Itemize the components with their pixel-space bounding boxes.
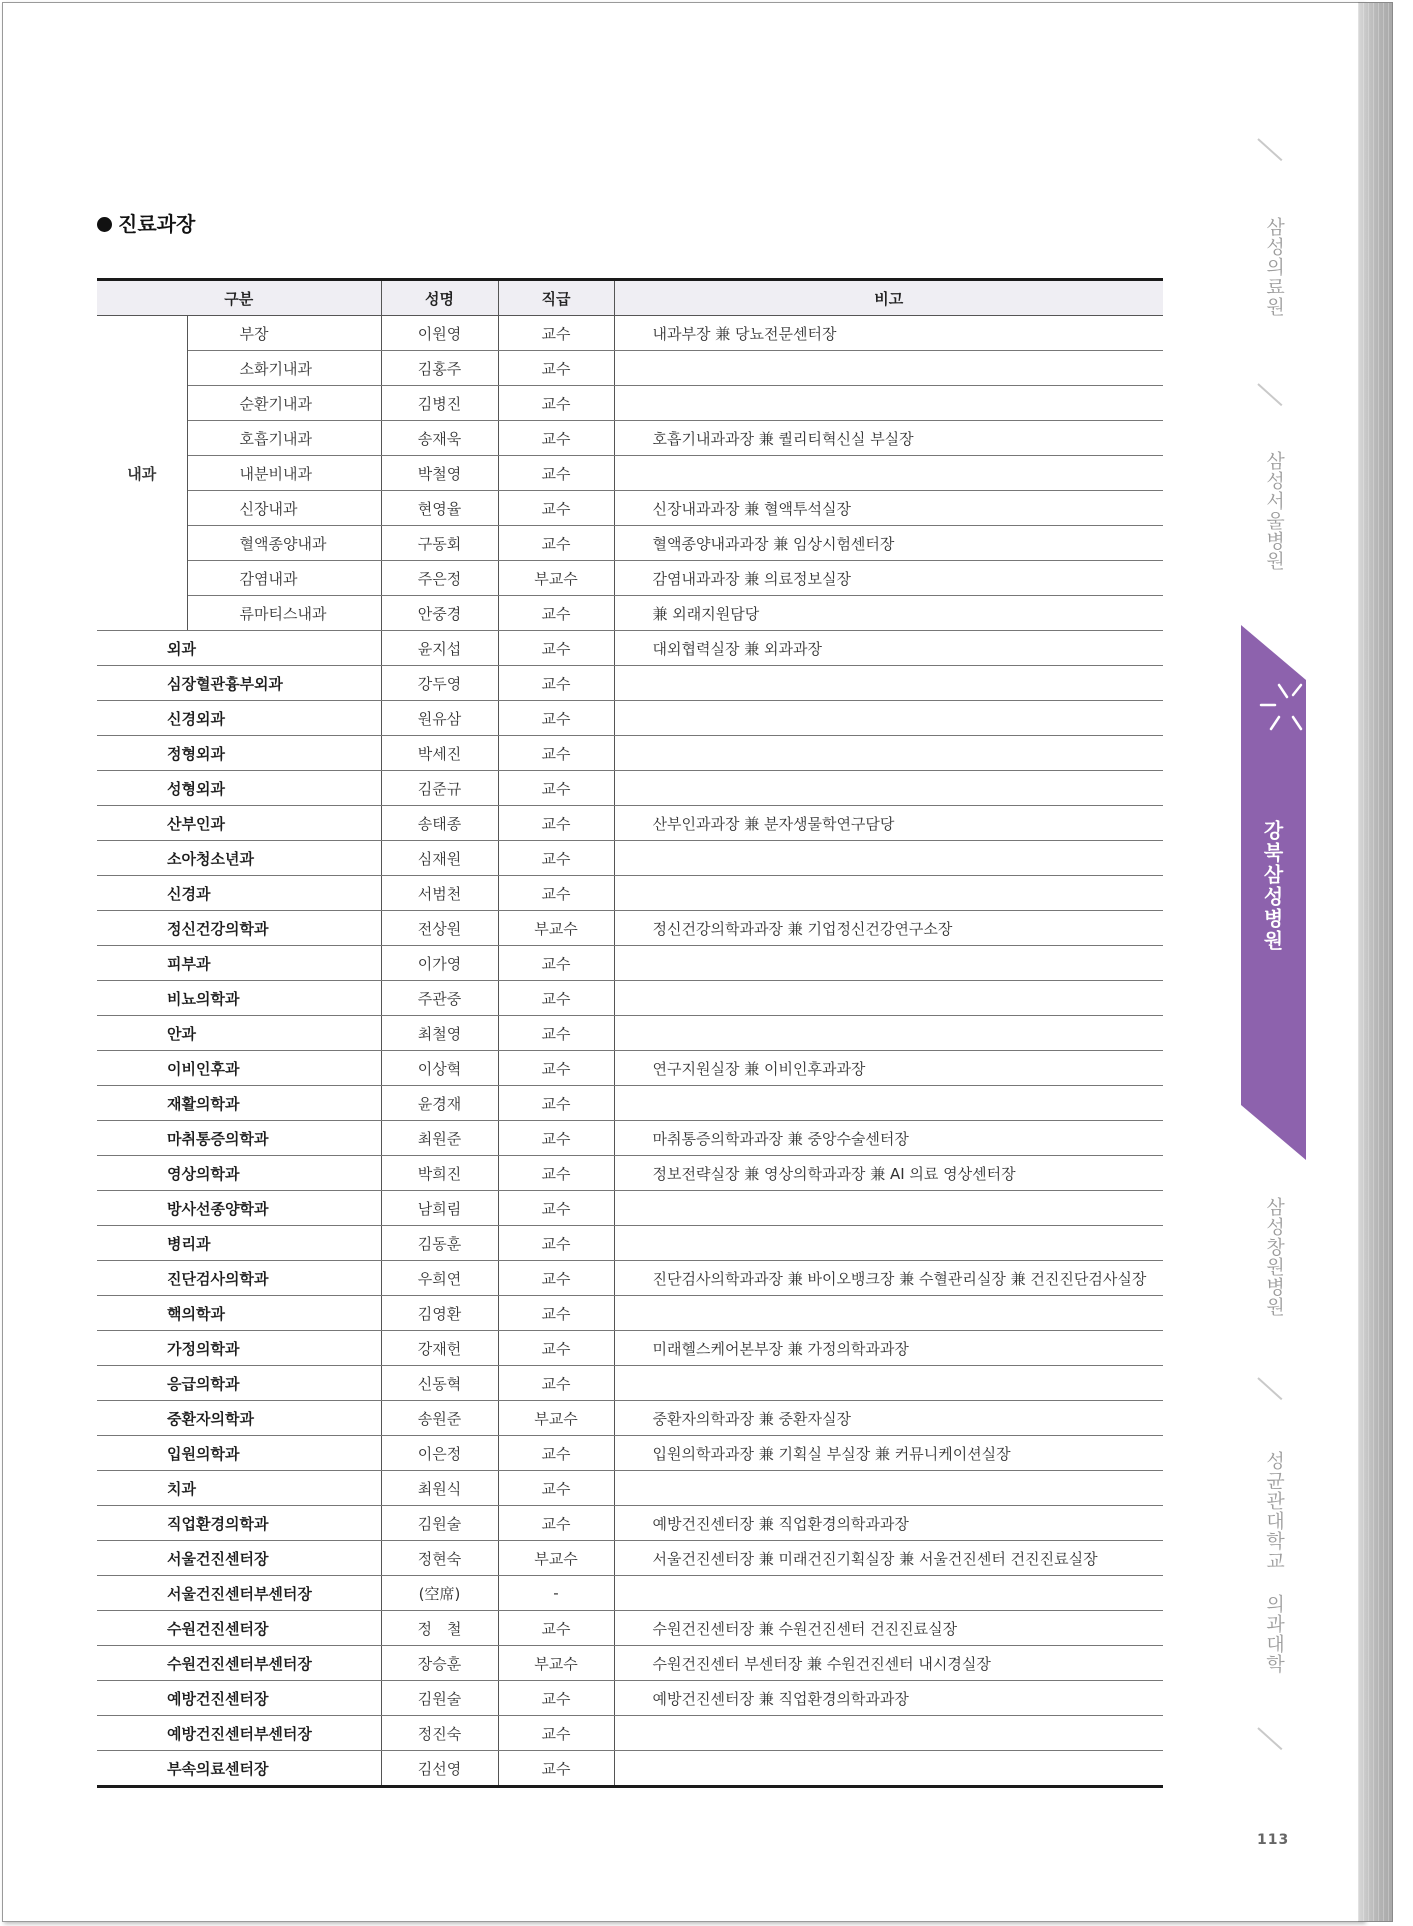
- name-cell: 송원준: [381, 1401, 498, 1436]
- dept-cell: 방사선종양학과: [97, 1191, 381, 1226]
- rank-cell: 교수: [498, 316, 614, 351]
- table-row: [97, 1086, 1163, 1121]
- table-row: [97, 1121, 1163, 1156]
- dept-cell: 예방건진센터부센터장: [97, 1716, 381, 1751]
- name-cell: 정 철: [381, 1611, 498, 1646]
- rank-cell: 교수: [498, 981, 614, 1016]
- name-cell: 송태종: [381, 806, 498, 841]
- name-cell: 김영환: [381, 1296, 498, 1331]
- subdept-cell: 부장: [187, 316, 381, 351]
- note-cell: [614, 1471, 1163, 1506]
- rank-cell: 교수: [498, 1051, 614, 1086]
- table-body: [97, 316, 1163, 1787]
- note-cell: [614, 1226, 1163, 1261]
- dept-cell: 신경외과: [97, 701, 381, 736]
- rank-cell: 교수: [498, 1611, 614, 1646]
- group-label: 내과: [97, 316, 187, 631]
- note-cell: [614, 701, 1163, 736]
- dept-cell: 재활의학과: [97, 1086, 381, 1121]
- note-cell: [614, 351, 1163, 386]
- table-row: [97, 1576, 1163, 1611]
- name-cell: 최철영: [381, 1016, 498, 1051]
- rank-cell: 교수: [498, 1191, 614, 1226]
- dept-cell: 마취통증의학과: [97, 1121, 381, 1156]
- name-cell: 이가영: [381, 946, 498, 981]
- dept-cell: 치과: [97, 1471, 381, 1506]
- table-row: [97, 421, 1163, 456]
- dept-cell: 진단검사의학과: [97, 1261, 381, 1296]
- dept-cell: 이비인후과: [97, 1051, 381, 1086]
- name-cell: 김원술: [381, 1681, 498, 1716]
- name-cell: 구동회: [381, 526, 498, 561]
- note-cell: 예방건진센터장 兼 직업환경의학과과장: [614, 1506, 1163, 1541]
- name-cell: 정진숙: [381, 1716, 498, 1751]
- note-cell: [614, 771, 1163, 806]
- dept-cell: 서울건진센터장: [97, 1541, 381, 1576]
- note-cell: [614, 1366, 1163, 1401]
- dept-cell: 직업환경의학과: [97, 1506, 381, 1541]
- name-cell: 윤경재: [381, 1086, 498, 1121]
- dept-cell: 외과: [97, 631, 381, 666]
- name-cell: 전상원: [381, 911, 498, 946]
- name-cell: 신동혁: [381, 1366, 498, 1401]
- name-cell: 김홍주: [381, 351, 498, 386]
- rank-cell: 교수: [498, 1296, 614, 1331]
- note-cell: [614, 736, 1163, 771]
- rank-cell: 교수: [498, 736, 614, 771]
- subdept-cell: 순환기내과: [187, 386, 381, 421]
- dept-cell: 입원의학과: [97, 1436, 381, 1471]
- rank-cell: 교수: [498, 351, 614, 386]
- name-cell: 김병진: [381, 386, 498, 421]
- dept-cell: 부속의료센터장: [97, 1751, 381, 1787]
- dept-cell: 정형외과: [97, 736, 381, 771]
- rail-item-skku-medicine[interactable]: 성균관대학교 의과대학: [1263, 1451, 1285, 1674]
- subdept-cell: 류마티스내과: [187, 596, 381, 631]
- rank-cell: 교수: [498, 771, 614, 806]
- name-cell: 이은정: [381, 1436, 498, 1471]
- table-row: [97, 316, 1163, 351]
- dept-cell: 비뇨의학과: [97, 981, 381, 1016]
- rank-cell: 교수: [498, 456, 614, 491]
- rank-cell: 교수: [498, 1506, 614, 1541]
- rail-item-samsung-medical[interactable]: 삼성의료원: [1263, 217, 1285, 317]
- table-row: [97, 456, 1163, 491]
- note-cell: 미래헬스케어본부장 兼 가정의학과과장: [614, 1331, 1163, 1366]
- dept-cell: 가정의학과: [97, 1331, 381, 1366]
- table-row: [97, 526, 1163, 561]
- note-cell: 신장내과과장 兼 혈액투석실장: [614, 491, 1163, 526]
- name-cell: 박철영: [381, 456, 498, 491]
- table-row: [97, 1191, 1163, 1226]
- name-cell: 박희진: [381, 1156, 498, 1191]
- table-row: [97, 666, 1163, 701]
- table-row: [97, 841, 1163, 876]
- rank-cell: 교수: [498, 1226, 614, 1261]
- note-cell: [614, 386, 1163, 421]
- name-cell: 정현숙: [381, 1541, 498, 1576]
- rank-cell: 부교수: [498, 1541, 614, 1576]
- rank-cell: 교수: [498, 841, 614, 876]
- note-cell: 혈액종양내과과장 兼 임상시험센터장: [614, 526, 1163, 561]
- table-row: [97, 1261, 1163, 1296]
- name-cell: 주관중: [381, 981, 498, 1016]
- note-cell: [614, 1191, 1163, 1226]
- table-header-row: [97, 280, 1163, 316]
- note-cell: [614, 1751, 1163, 1787]
- dept-cell: 서울건진센터부센터장: [97, 1576, 381, 1611]
- table-row: [97, 876, 1163, 911]
- rank-cell: 교수: [498, 666, 614, 701]
- name-cell: 김동훈: [381, 1226, 498, 1261]
- note-cell: 서울건진센터장 兼 미래건진기획실장 兼 서울건진센터 건진진료실장: [614, 1541, 1163, 1576]
- table-row: [97, 351, 1163, 386]
- name-cell: 안중경: [381, 596, 498, 631]
- dept-cell: 수원건진센터장: [97, 1611, 381, 1646]
- rank-cell: 교수: [498, 1436, 614, 1471]
- subdept-cell: 소화기내과: [187, 351, 381, 386]
- table-row: [97, 1716, 1163, 1751]
- subdept-cell: 내분비내과: [187, 456, 381, 491]
- table-row: [97, 1611, 1163, 1646]
- rank-cell: 교수: [498, 946, 614, 981]
- page-number: 113: [1257, 1832, 1290, 1848]
- note-cell: 마취통증의학과과장 兼 중앙수술센터장: [614, 1121, 1163, 1156]
- table-row: [97, 1401, 1163, 1436]
- dept-cell: 안과: [97, 1016, 381, 1051]
- name-cell: 최원준: [381, 1121, 498, 1156]
- dept-cell: 신경과: [97, 876, 381, 911]
- note-cell: [614, 981, 1163, 1016]
- rank-cell: 교수: [498, 631, 614, 666]
- rank-cell: 부교수: [498, 911, 614, 946]
- table-row: [97, 1156, 1163, 1191]
- dept-cell: 응급의학과: [97, 1366, 381, 1401]
- table-row: [97, 1051, 1163, 1086]
- name-cell: 현영율: [381, 491, 498, 526]
- table-row: [97, 596, 1163, 631]
- rail-item-kangbuk-samsung[interactable]: [1241, 625, 1306, 1160]
- rank-cell: 교수: [498, 1331, 614, 1366]
- name-cell: 김선영: [381, 1751, 498, 1787]
- rank-cell: 교수: [498, 1086, 614, 1121]
- rank-cell: -: [498, 1576, 614, 1611]
- name-cell: 송재욱: [381, 421, 498, 456]
- rank-cell: 부교수: [498, 1401, 614, 1436]
- name-cell: 이원영: [381, 316, 498, 351]
- rank-cell: 교수: [498, 526, 614, 561]
- header-rank: 직급: [498, 280, 614, 316]
- name-cell: 박세진: [381, 736, 498, 771]
- name-cell: 윤지섭: [381, 631, 498, 666]
- note-cell: 호흡기내과과장 兼 퀄리티혁신실 부실장: [614, 421, 1163, 456]
- name-cell: 주은정: [381, 561, 498, 596]
- note-cell: 중환자의학과장 兼 중환자실장: [614, 1401, 1163, 1436]
- note-cell: [614, 1716, 1163, 1751]
- note-cell: [614, 1576, 1163, 1611]
- name-cell: 강두영: [381, 666, 498, 701]
- table-row: [97, 1506, 1163, 1541]
- table-row: [97, 491, 1163, 526]
- rail-item-samsung-changwon[interactable]: 삼성창원병원: [1263, 1197, 1285, 1317]
- note-cell: 兼 외래지원담당: [614, 596, 1163, 631]
- rank-cell: 교수: [498, 1156, 614, 1191]
- note-cell: 산부인과과장 兼 분자생물학연구담당: [614, 806, 1163, 841]
- note-cell: 내과부장 兼 당뇨전문센터장: [614, 316, 1163, 351]
- table-row: [97, 1436, 1163, 1471]
- table-row: [97, 736, 1163, 771]
- note-cell: 정보전략실장 兼 영상의학과과장 兼 AI 의료 영상센터장: [614, 1156, 1163, 1191]
- note-cell: [614, 666, 1163, 701]
- table-row: [97, 1646, 1163, 1681]
- note-cell: [614, 841, 1163, 876]
- table-row: [97, 561, 1163, 596]
- name-cell: 김준규: [381, 771, 498, 806]
- table-row: [97, 806, 1163, 841]
- rank-cell: 교수: [498, 421, 614, 456]
- dept-cell: 산부인과: [97, 806, 381, 841]
- dept-cell: 소아청소년과: [97, 841, 381, 876]
- table-row: [97, 1751, 1163, 1787]
- note-cell: 입원의학과과장 兼 기획실 부실장 兼 커뮤니케이션실장: [614, 1436, 1163, 1471]
- rank-cell: 교수: [498, 1751, 614, 1787]
- table-row: [97, 1681, 1163, 1716]
- note-cell: 진단검사의학과과장 兼 바이오뱅크장 兼 수혈관리실장 兼 건진진단검사실장: [614, 1261, 1163, 1296]
- subdept-cell: 신장내과: [187, 491, 381, 526]
- department-heads-table: [97, 278, 1163, 1788]
- rank-cell: 교수: [498, 596, 614, 631]
- note-cell: [614, 456, 1163, 491]
- rank-cell: 교수: [498, 806, 614, 841]
- table-row: [97, 1016, 1163, 1051]
- subdept-cell: 감염내과: [187, 561, 381, 596]
- subdept-cell: 혈액종양내과: [187, 526, 381, 561]
- note-cell: 수원건진센터 부센터장 兼 수원건진센터 내시경실장: [614, 1646, 1163, 1681]
- table-row: [97, 1296, 1163, 1331]
- note-cell: [614, 876, 1163, 911]
- name-cell: 김원술: [381, 1506, 498, 1541]
- name-cell: 장승훈: [381, 1646, 498, 1681]
- note-cell: 감염내과과장 兼 의료정보실장: [614, 561, 1163, 596]
- rank-cell: 교수: [498, 1121, 614, 1156]
- header-name: 성명: [381, 280, 498, 316]
- dept-cell: 심장혈관흉부외과: [97, 666, 381, 701]
- note-cell: 수원건진센터장 兼 수원건진센터 건진진료실장: [614, 1611, 1163, 1646]
- table-row: [97, 946, 1163, 981]
- rank-cell: 교수: [498, 1716, 614, 1751]
- rank-cell: 교수: [498, 1471, 614, 1506]
- dept-cell: 병리과: [97, 1226, 381, 1261]
- section-title: 진료과장: [118, 212, 196, 236]
- note-cell: [614, 1086, 1163, 1121]
- dept-cell: 핵의학과: [97, 1296, 381, 1331]
- rank-cell: 교수: [498, 1366, 614, 1401]
- table-row: [97, 1331, 1163, 1366]
- bullet-icon: [97, 217, 112, 232]
- table-row: [97, 1541, 1163, 1576]
- dept-cell: 성형외과: [97, 771, 381, 806]
- rank-cell: 교수: [498, 1261, 614, 1296]
- rail-item-samsung-seoul[interactable]: 삼성서울병원: [1263, 451, 1285, 571]
- dept-cell: 영상의학과: [97, 1156, 381, 1191]
- name-cell: (空席): [381, 1576, 498, 1611]
- table-row: [97, 701, 1163, 736]
- table-row: [97, 981, 1163, 1016]
- name-cell: 강재헌: [381, 1331, 498, 1366]
- rank-cell: 교수: [498, 1681, 614, 1716]
- note-cell: 정신건강의학과과장 兼 기업정신건강연구소장: [614, 911, 1163, 946]
- rank-cell: 교수: [498, 701, 614, 736]
- dept-cell: 피부과: [97, 946, 381, 981]
- dept-cell: 정신건강의학과: [97, 911, 381, 946]
- table-row: [97, 1226, 1163, 1261]
- table-row: [97, 1471, 1163, 1506]
- table-row: [97, 631, 1163, 666]
- table-row: [97, 1366, 1163, 1401]
- name-cell: 남희림: [381, 1191, 498, 1226]
- rail-active-label: 강북삼성병원: [1260, 820, 1284, 952]
- name-cell: 우희연: [381, 1261, 498, 1296]
- subdept-cell: 호흡기내과: [187, 421, 381, 456]
- note-cell: [614, 946, 1163, 981]
- table-row: [97, 771, 1163, 806]
- header-note: 비고: [614, 280, 1163, 316]
- header-gubun: 구분: [97, 280, 381, 316]
- rank-cell: 교수: [498, 876, 614, 911]
- name-cell: 원유삼: [381, 701, 498, 736]
- dept-cell: 예방건진센터장: [97, 1681, 381, 1716]
- name-cell: 최원식: [381, 1471, 498, 1506]
- page-stack-edge: [1358, 2, 1393, 1922]
- rank-cell: 부교수: [498, 1646, 614, 1681]
- rank-cell: 교수: [498, 491, 614, 526]
- note-cell: 연구지원실장 兼 이비인후과과장: [614, 1051, 1163, 1086]
- name-cell: 이상혁: [381, 1051, 498, 1086]
- section-heading: [97, 208, 195, 237]
- name-cell: 서범천: [381, 876, 498, 911]
- note-cell: [614, 1016, 1163, 1051]
- rank-cell: 부교수: [498, 561, 614, 596]
- dept-cell: 수원건진센터부센터장: [97, 1646, 381, 1681]
- rank-cell: 교수: [498, 386, 614, 421]
- note-cell: 대외협력실장 兼 외과과장: [614, 631, 1163, 666]
- table-row: [97, 911, 1163, 946]
- name-cell: 심재원: [381, 841, 498, 876]
- table-row: [97, 386, 1163, 421]
- dept-cell: 중환자의학과: [97, 1401, 381, 1436]
- note-cell: 예방건진센터장 兼 직업환경의학과과장: [614, 1681, 1163, 1716]
- rank-cell: 교수: [498, 1016, 614, 1051]
- note-cell: [614, 1296, 1163, 1331]
